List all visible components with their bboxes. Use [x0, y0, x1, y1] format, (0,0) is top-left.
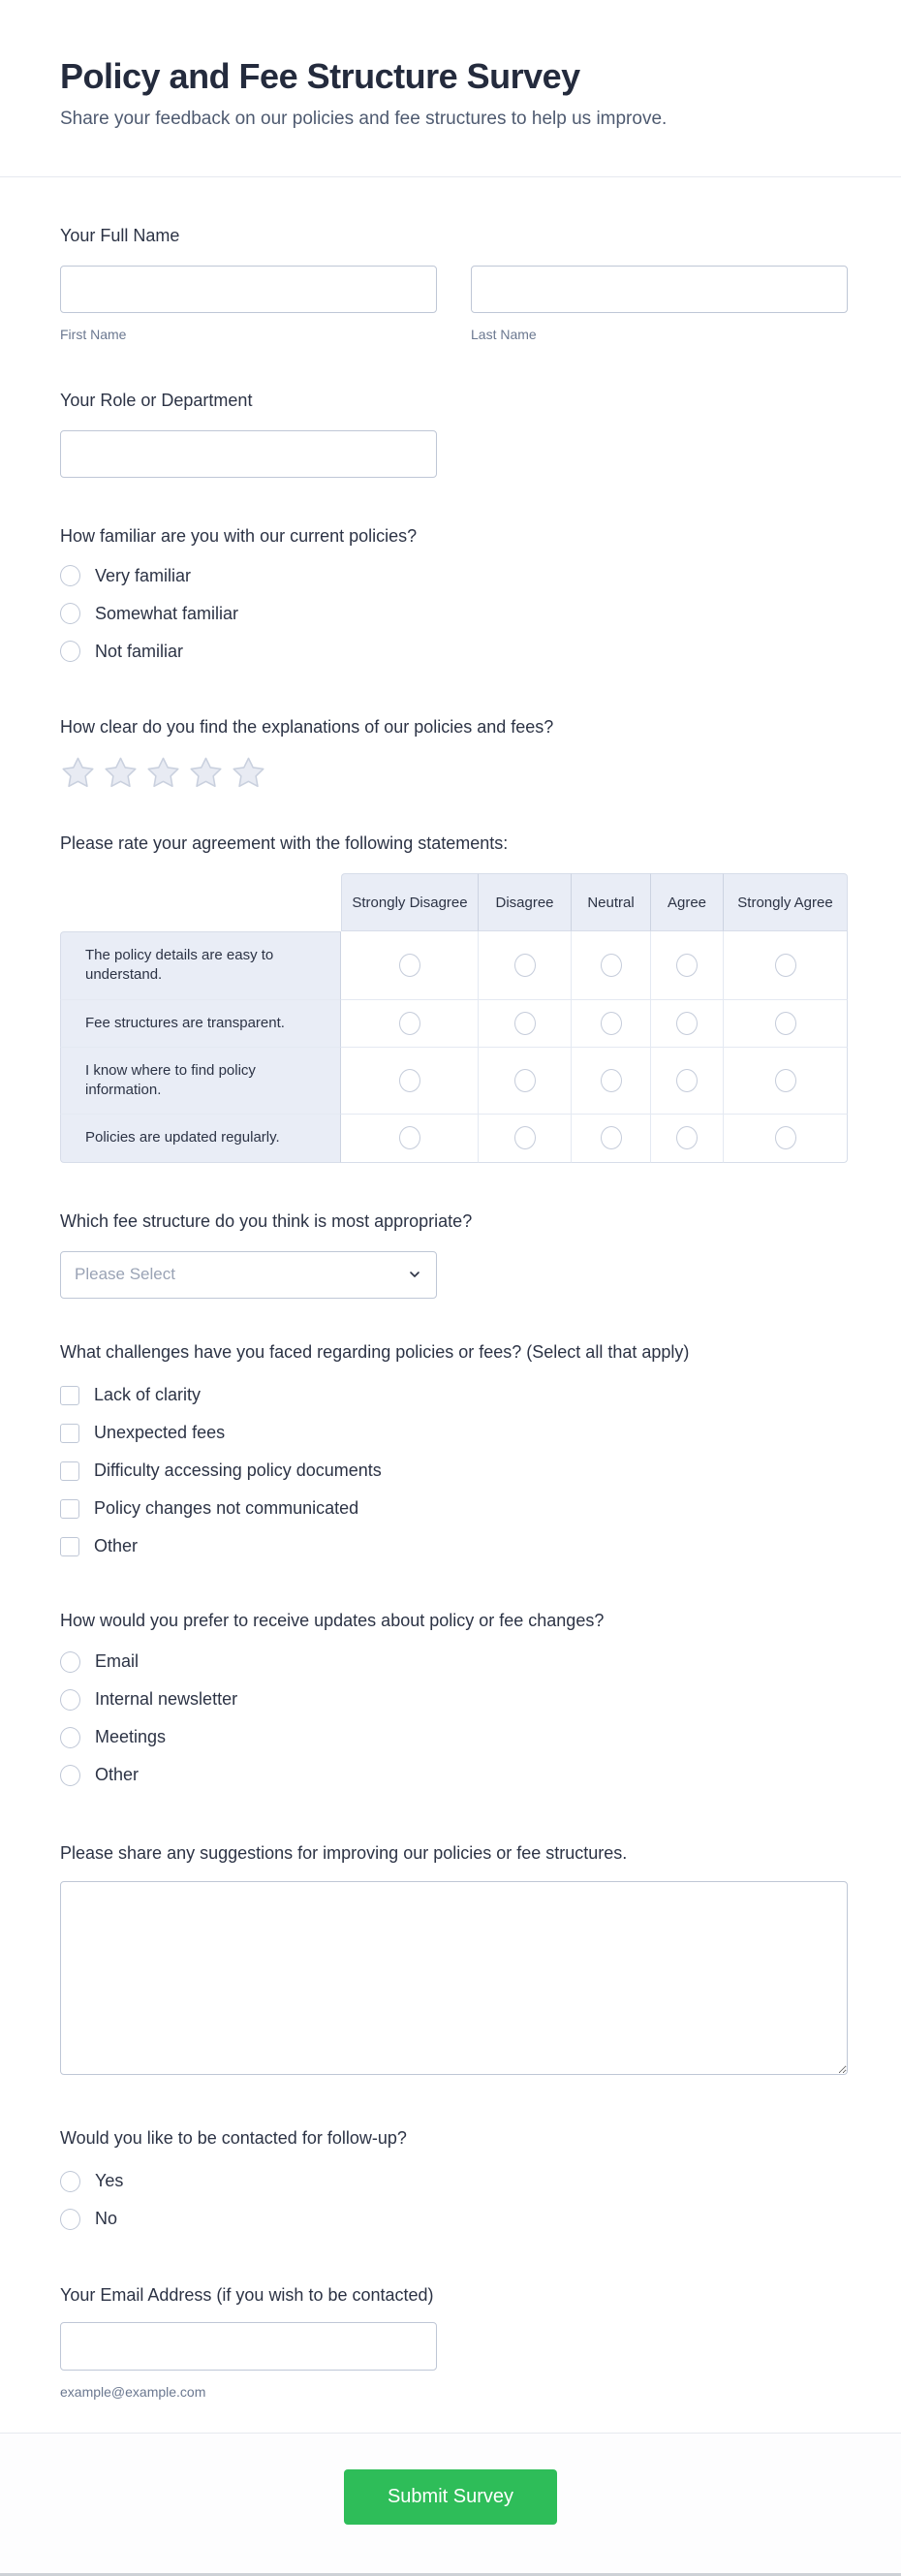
form-title: Policy and Fee Structure Survey — [60, 56, 580, 96]
followup-option-row — [60, 2208, 848, 2231]
question-role — [60, 391, 848, 478]
last-name-input[interactable] — [471, 266, 848, 313]
matrix-cell — [341, 1115, 479, 1162]
matrix-radio-r2c1[interactable] — [514, 1069, 536, 1092]
matrix-cell — [724, 1000, 848, 1048]
updates-option-row — [60, 1726, 848, 1749]
email-input[interactable] — [60, 2322, 437, 2371]
question-challenges — [60, 1342, 848, 1558]
matrix-cell — [572, 1000, 651, 1048]
challenges-option-row — [60, 1535, 848, 1558]
matrix-row-label: Fee structures are transparent. — [60, 1000, 341, 1048]
matrix-column-header: Strongly Disagree — [341, 873, 479, 931]
suggestions-textarea[interactable] — [60, 1881, 848, 2075]
familiarity-option-row — [60, 602, 848, 625]
page-bottom-edge — [0, 2573, 901, 2576]
challenges-option-label: Difficulty accessing policy documents — [94, 1461, 382, 1480]
challenges-option-row — [60, 1460, 848, 1483]
matrix-cell — [651, 1115, 724, 1162]
star-icon[interactable] — [103, 755, 139, 791]
challenges-option-row — [60, 1497, 848, 1521]
star-rating — [60, 755, 848, 791]
matrix-cell — [341, 1000, 479, 1048]
matrix-radio-r3c1[interactable] — [514, 1126, 536, 1149]
matrix-cell — [479, 931, 572, 1000]
matrix-cell — [572, 1048, 651, 1115]
fee-structure-select[interactable] — [60, 1251, 437, 1299]
matrix-row-label: The policy details are easy to understand. — [60, 931, 341, 1000]
matrix-cell — [479, 1000, 572, 1048]
form-subtitle: Share your feedback on our policies and fee structures to help us improve. — [60, 109, 668, 129]
matrix-cell — [651, 931, 724, 1000]
matrix-radio-r1c4[interactable] — [775, 1012, 796, 1035]
matrix-cell — [651, 1048, 724, 1115]
challenges-checkbox-0[interactable] — [60, 1386, 79, 1405]
familiarity-option-row — [60, 564, 848, 587]
matrix-radio-r2c0[interactable] — [399, 1069, 420, 1092]
role-input[interactable] — [60, 430, 437, 478]
matrix-cell — [724, 1115, 848, 1162]
question-clarity-rating — [60, 717, 848, 791]
chevron-down-icon — [407, 1267, 422, 1282]
matrix-column-header: Agree — [651, 873, 724, 931]
question-familiarity — [60, 526, 848, 663]
matrix-cell — [341, 931, 479, 1000]
matrix-cell — [724, 931, 848, 1000]
question-agreement-matrix — [60, 833, 848, 1163]
matrix-radio-r2c4[interactable] — [775, 1069, 796, 1092]
matrix-radio-r1c1[interactable] — [514, 1012, 536, 1035]
email-label: Your Email Address (if you wish to be contacted) — [60, 2284, 434, 2305]
familiarity-radio-2[interactable] — [60, 641, 80, 662]
form-header — [0, 0, 901, 177]
matrix-radio-r3c3[interactable] — [676, 1126, 698, 1149]
matrix-cell — [724, 1048, 848, 1115]
last-name-sublabel: Last Name — [471, 327, 537, 342]
question-email — [60, 2285, 848, 2400]
fee-structure-label: Which fee structure do you think is most appropriate? — [60, 1210, 473, 1231]
email-sublabel: example@example.com — [60, 2383, 206, 2400]
followup-option-label: No — [95, 2209, 118, 2228]
matrix-row-label: I know where to find policy information. — [60, 1048, 341, 1115]
matrix-column-header: Disagree — [479, 873, 572, 931]
star-icon[interactable] — [231, 755, 266, 791]
agreement-matrix-table — [60, 873, 848, 1163]
matrix-cell — [572, 931, 651, 1000]
full-name-label: Your Full Name — [60, 226, 180, 245]
star-icon[interactable] — [60, 755, 96, 791]
updates-option-label: Internal newsletter — [95, 1689, 238, 1709]
question-suggestions — [60, 1843, 848, 2080]
matrix-cell — [572, 1115, 651, 1162]
familiarity-radio-0[interactable] — [60, 565, 80, 586]
role-label: Your Role or Department — [60, 391, 253, 410]
challenges-checkbox-3[interactable] — [60, 1499, 79, 1519]
matrix-column-header: Strongly Agree — [724, 873, 848, 931]
question-followup — [60, 2128, 848, 2231]
familiarity-radio-1[interactable] — [60, 603, 80, 624]
question-full-name — [60, 226, 848, 342]
question-updates — [60, 1611, 848, 1787]
updates-option-label: Meetings — [95, 1727, 167, 1746]
updates-radio-0[interactable] — [60, 1651, 80, 1673]
challenges-checkbox-4[interactable] — [60, 1537, 79, 1556]
clarity-rating-label: How clear do you find the explanations of our policies and fees? — [60, 717, 554, 737]
fee-structure-select-value: Please Select — [75, 1265, 175, 1283]
matrix-radio-r1c0[interactable] — [399, 1012, 420, 1035]
followup-option-label: Yes — [95, 2171, 124, 2190]
star-icon[interactable] — [188, 755, 224, 791]
challenges-option-label: Policy changes not communicated — [94, 1498, 359, 1518]
familiarity-option-row — [60, 640, 848, 663]
question-fee-structure — [60, 1211, 848, 1299]
challenges-checkbox-2[interactable] — [60, 1461, 79, 1481]
updates-option-row — [60, 1650, 848, 1674]
agreement-matrix-label: Please rate your agreement with the following statements: — [60, 833, 509, 853]
matrix-radio-r0c4[interactable] — [775, 954, 796, 977]
followup-option-row — [60, 2170, 848, 2193]
updates-option-label: Other — [95, 1765, 140, 1784]
familiarity-option-label: Somewhat familiar — [95, 603, 239, 623]
matrix-radio-r0c3[interactable] — [676, 954, 698, 977]
challenges-option-row — [60, 1384, 848, 1407]
matrix-radio-r0c1[interactable] — [514, 954, 536, 977]
matrix-row-label: Policies are updated regularly. — [60, 1115, 341, 1162]
familiarity-option-label: Not familiar — [95, 641, 184, 661]
updates-label: How would you prefer to receive updates about policy or fee changes? — [60, 1610, 605, 1630]
matrix-cell — [651, 1000, 724, 1048]
familiarity-label: How familiar are you with our current policies? — [60, 526, 418, 546]
first-name-sublabel: First Name — [60, 327, 127, 342]
matrix-radio-r1c3[interactable] — [676, 1012, 698, 1035]
updates-option-label: Email — [95, 1651, 140, 1671]
suggestions-label: Please share any suggestions for improving our policies or fee structures. — [60, 1842, 628, 1863]
challenges-label: What challenges have you faced regarding policies or fees? (Select all that apply) — [60, 1341, 690, 1362]
matrix-radio-r2c2[interactable] — [601, 1069, 622, 1092]
matrix-cell — [479, 1048, 572, 1115]
first-name-input[interactable] — [60, 266, 437, 313]
matrix-radio-r3c2[interactable] — [601, 1126, 622, 1149]
matrix-corner-cell — [60, 873, 341, 931]
submit-button[interactable]: Submit Survey — [344, 2469, 557, 2525]
matrix-radio-r0c2[interactable] — [601, 954, 622, 977]
matrix-column-header: Neutral — [572, 873, 651, 931]
challenges-checkbox-1[interactable] — [60, 1424, 79, 1443]
form-body — [0, 226, 901, 2400]
challenges-option-row — [60, 1422, 848, 1445]
updates-option-row — [60, 1764, 848, 1787]
form-footer — [0, 2433, 901, 2573]
followup-radio-yes[interactable] — [60, 2171, 80, 2192]
matrix-radio-r1c2[interactable] — [601, 1012, 622, 1035]
challenges-option-label: Unexpected fees — [94, 1423, 226, 1442]
familiarity-option-label: Very familiar — [95, 565, 192, 585]
challenges-option-label: Other — [94, 1536, 139, 1555]
matrix-cell — [341, 1048, 479, 1115]
matrix-radio-r3c4[interactable] — [775, 1126, 796, 1149]
challenges-option-label: Lack of clarity — [94, 1385, 202, 1404]
updates-radio-1[interactable] — [60, 1689, 80, 1711]
followup-radio-no[interactable] — [60, 2209, 80, 2230]
matrix-radio-r2c3[interactable] — [676, 1069, 698, 1092]
followup-label: Would you like to be contacted for follow-up? — [60, 2127, 407, 2148]
matrix-radio-r0c0[interactable] — [399, 954, 420, 977]
matrix-radio-r3c0[interactable] — [399, 1126, 420, 1149]
matrix-cell — [479, 1115, 572, 1162]
updates-radio-2[interactable] — [60, 1727, 80, 1748]
updates-radio-3[interactable] — [60, 1765, 80, 1786]
updates-option-row — [60, 1688, 848, 1712]
star-icon[interactable] — [145, 755, 181, 791]
